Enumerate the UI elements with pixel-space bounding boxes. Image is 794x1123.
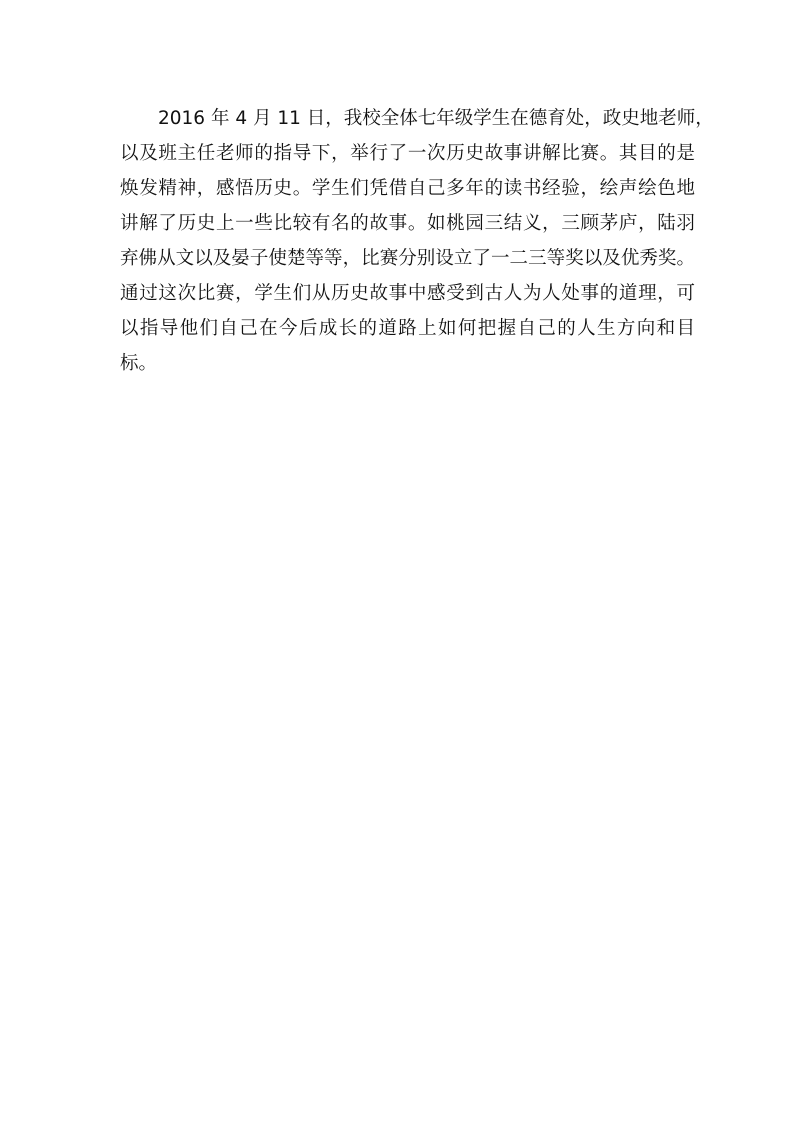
paragraph-line-2: 以及班主任老师的指导下，举行了一次历史故事讲解比赛。其目的是 — [120, 143, 695, 164]
paragraph — [120, 101, 714, 381]
paragraph-line-4: 讲解了历史上一些比较有名的故事。如桃园三结义，三顾茅庐，陆羽 — [120, 213, 695, 234]
paragraph-line-5: 弃佛从文以及晏子使楚等等，比赛分别设立了一二三等奖以及优秀奖。 — [120, 248, 695, 269]
paragraph-line-6: 通过这次比赛，学生们从历史故事中感受到古人为人处事的道理，可 — [120, 283, 695, 304]
paragraph-line-3: 焕发精神，感悟历史。学生们凭借自己多年的读书经验，绘声绘色地 — [120, 178, 695, 199]
paragraph-line-1: 2016 年 4 月 11 日，我校全体七年级学生在德育处，政史地老师， — [158, 108, 714, 129]
paragraph-line-8: 标。 — [120, 353, 158, 374]
paragraph-line-7: 以指导他们自己在今后成长的道路上如何把握自己的人生方向和目 — [120, 318, 695, 339]
